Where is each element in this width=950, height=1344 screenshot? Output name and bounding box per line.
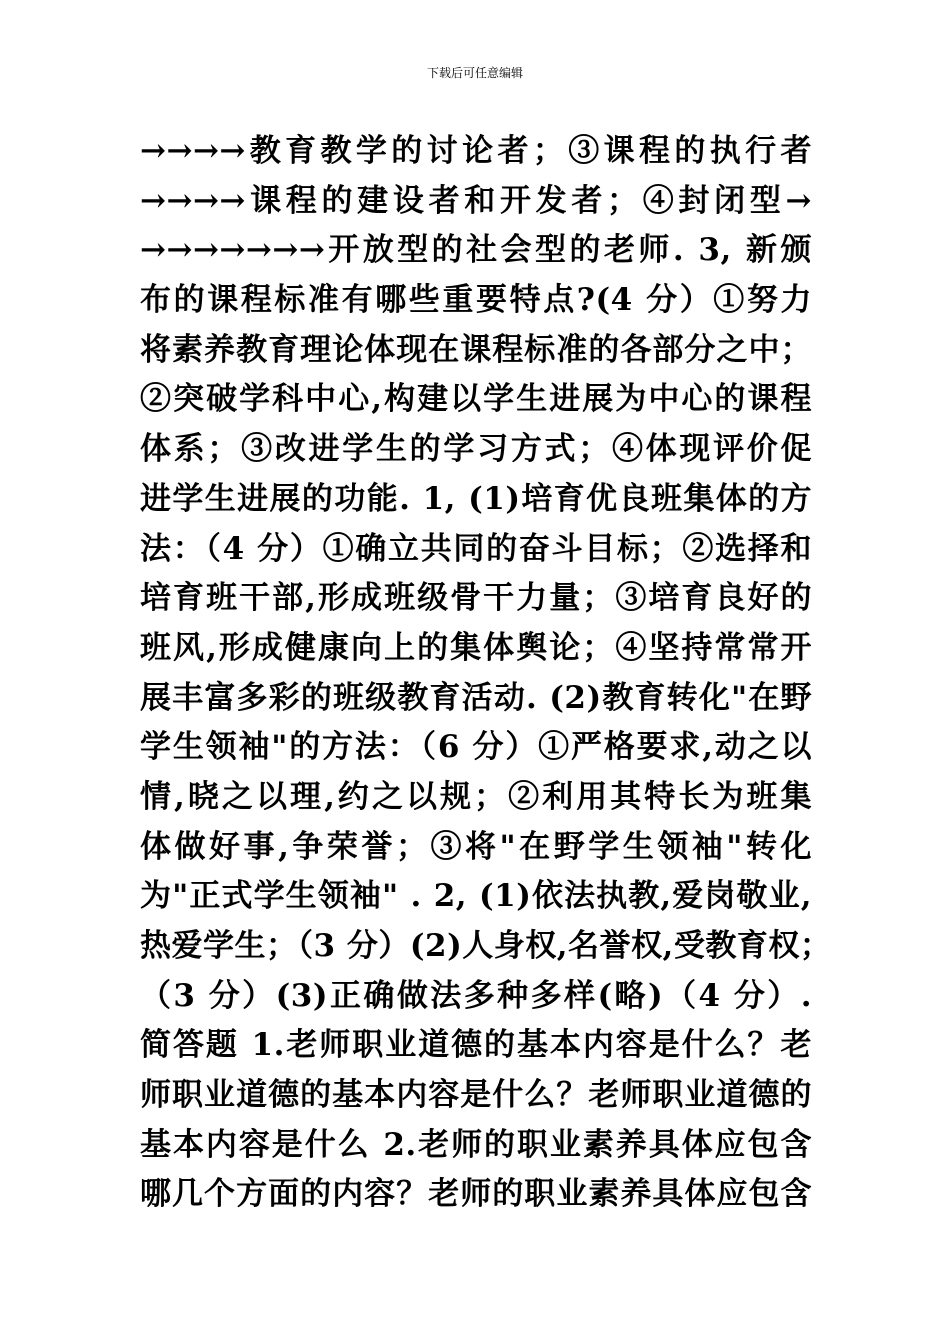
text-line: 情,晓之以理,约之以规；②利用其特长为班集 [140,778,812,815]
text-line: 哪几个方面的内容？老师的职业素养具体应包含 [140,1176,812,1213]
text-line: 布的课程标准有哪些重要特点?(4 分）①努力 [140,282,812,319]
text-line: 师职业道德的基本内容是什么？老师职业道德的 [140,1077,812,1114]
text-line: 体做好事,争荣誉；③将"在野学生领袖"转化 [140,828,812,865]
page-header: 下载后可任意编辑 [426,66,523,80]
text-line: →→→→课程的建设者和开发者；④封闭型→ [140,182,812,219]
text-line: 为"正式学生领袖" . 2, (1)依法执教,爱岗敬业, [140,878,812,915]
text-line: 将素养教育理论体现在课程标准的各部分之中； [140,331,812,368]
document-body [140,127,832,1220]
text-line: 法：（4 分）①确立共同的奋斗目标；②选择和 [140,530,812,567]
text-line: ②突破学科中心,构建以学生进展为中心的课程 [140,381,812,418]
text-line: 基本内容是什么 2.老师的职业素养具体应包含 [140,1126,812,1163]
text-line: 进学生进展的功能. 1, (1)培育优良班集体的方 [140,480,812,517]
text-line: 班风,形成健康向上的集体舆论；④坚持常常开 [140,629,812,666]
text-line: →→→→→→→开放型的社会型的老师. 3, 新颁 [140,232,812,269]
text-line: 体系；③改进学生的学习方式；④体现评价促 [140,431,812,468]
text-line: 热爱学生；（3 分）(2)人身权,名誉权,受教育权； [140,928,832,964]
text-line: →→→→教育教学的讨论者；③课程的执行者 [140,133,812,169]
text-line: 展丰富多彩的班级教育活动. (2)教育转化"在野 [140,679,812,716]
text-line: 简答题 1.老师职业道德的基本内容是什么？老 [140,1027,812,1064]
text-line: 学生领袖"的方法：（6 分）①严格要求,动之以 [140,729,812,766]
text-line: （3 分）(3)正确做法多种多样(略)（4 分）. [140,977,812,1014]
text-line: 培育班干部,形成班级骨干力量；③培育良好的 [140,580,812,617]
